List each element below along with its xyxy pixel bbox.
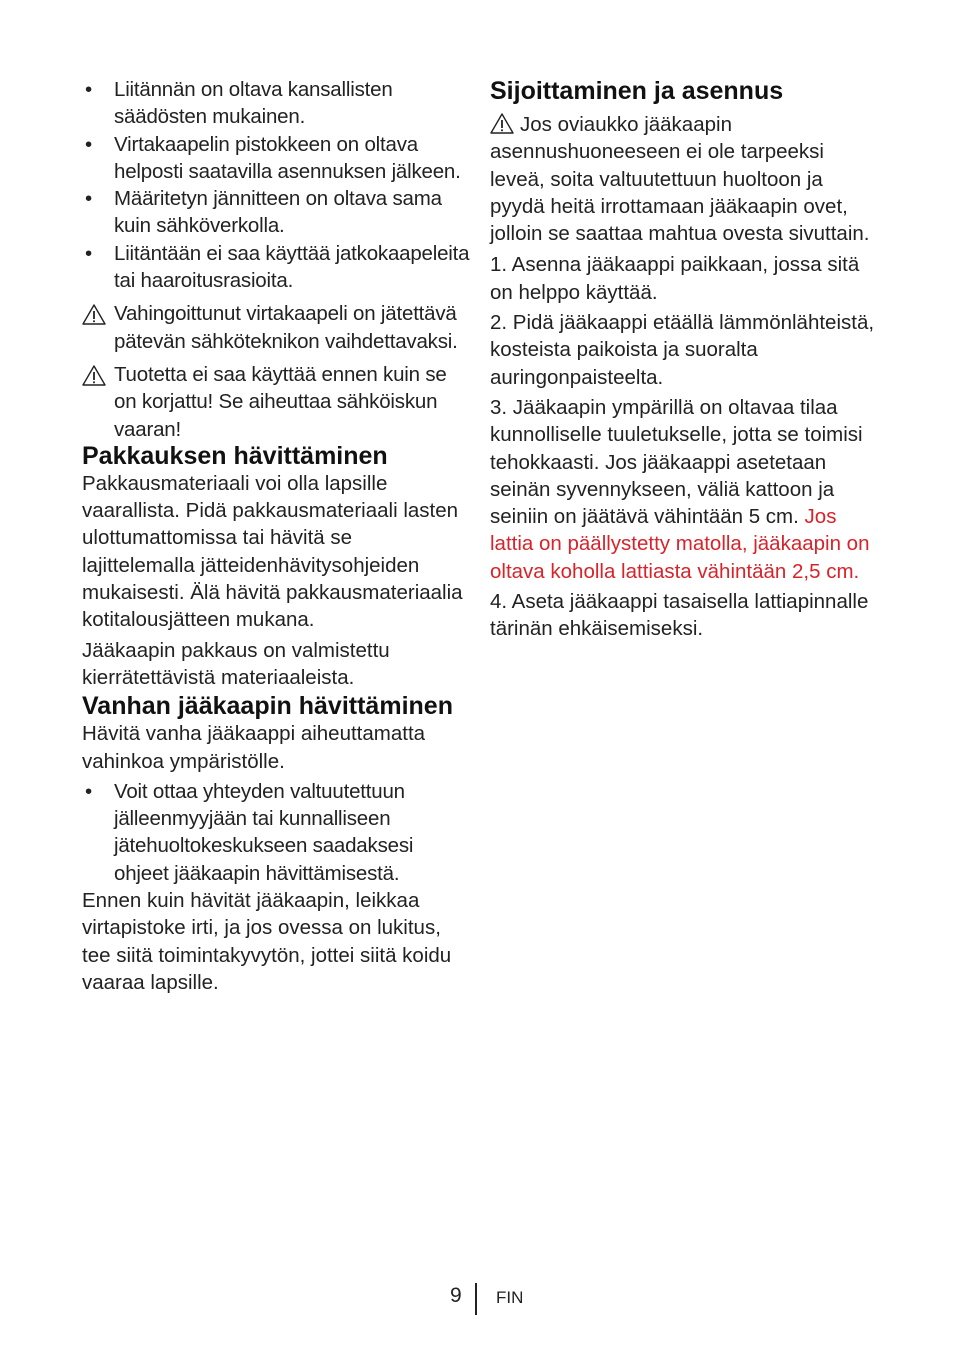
list-item: • Liitäntään ei saa käyttää jatkokaapeleita tai haaroitusrasioita. [82, 240, 470, 295]
warning-note [82, 300, 470, 355]
connection-bullet-list [82, 76, 470, 294]
warning-triangle-icon [82, 364, 106, 386]
right-column [490, 76, 880, 643]
page-number: 9 [450, 1284, 462, 1307]
warning-note [82, 361, 470, 443]
old-fridge-paragraph: Hävitä vanha jääkaappi aiheuttamatta vahinkoa ympäristölle. [82, 722, 426, 773]
old-fridge-paragraph: Ennen kuin hävität jääkaapin, leikkaa virtapistoke irti, ja jos ovessa on lukitus, tee siitä toimintakyvytön, jottei siitä koidu vaaraa lapsille. [82, 889, 452, 994]
list-item: • Liitännän on oltava kansallisten säädösten mukainen. [82, 76, 470, 131]
warning-text: Jos oviaukko jääkaapin asennushuoneeseen ei ole tarpeeksi leveä, soita valtuutettuun huoltoon ja pyydä heitä irrottamaan jääkaapin ovet, jolloin se saattaa mahtua ovesta sivuttain. [490, 113, 870, 246]
installation-step: 1. Asenna jääkaappi paikkaan, jossa sitä on helppo käyttää. [490, 253, 860, 304]
installation-heading: Sijoittaminen ja asennus [490, 77, 784, 105]
footer-divider [475, 1283, 477, 1315]
packaging-heading: Pakkauksen hävittäminen [82, 441, 388, 470]
warning-triangle-icon [490, 112, 514, 134]
old-fridge-heading: Vanhan jääkaapin hävittäminen [82, 692, 453, 721]
old-fridge-bullet-list [82, 778, 470, 887]
packaging-paragraph: Pakkausmateriaali voi olla lapsille vaarallista. Pidä pakkausmateriaali lasten ulottumattomissa tai hävitä se lajittelemalla jätteidenhävitysohjeiden mukaisesti. Älä hävitä pakkausmateriaalia kotitalousjätteen mukana. [82, 471, 463, 632]
language-code: FIN [496, 1288, 524, 1307]
step-text: 3. Jääkaapin ympärillä on oltavaa tilaa kunnolliselle tuuletukselle, jotta se toimisi tehokkaasti. Jos jääkaappi asetetaan seinän syvennykseen, väliä kattoon ja seiniin on jäätävä vähintään 5 cm. [490, 395, 863, 529]
left-column [82, 76, 470, 996]
warning-text: Vahingoittunut virtakaapeli on jätettävä pätevän sähköteknikon vaihdettavaksi. [114, 302, 458, 353]
page-footer [0, 1283, 954, 1315]
installation-step [490, 394, 880, 585]
list-item: • Virtakaapelin pistokkeen on oltava helposti saatavilla asennuksen jälkeen. [82, 131, 470, 186]
list-item: • Määritetyn jännitteen on oltava sama kuin sähköverkolla. [82, 185, 470, 240]
installation-warning [490, 111, 880, 247]
list-item: • Voit ottaa yhteyden valtuutettuun jälleenmyyjään tai kunnalliseen jätehuoltokeskukseen saadaksesi ohjeet jääkaapin hävittämisestä. [82, 778, 470, 887]
installation-step: 2. Pidä jääkaappi etäällä lämmönlähteistä, kosteista paikoista ja suoralta auringonpaisteelta. [490, 311, 875, 389]
installation-step: 4. Aseta jääkaappi tasaisella lattiapinnalle tärinän ehkäisemiseksi. [490, 590, 869, 641]
warning-text: Tuotetta ei saa käyttää ennen kuin se on korjattu! Se aiheuttaa sähköiskun vaaran! [114, 362, 447, 441]
packaging-paragraph: Jääkaapin pakkaus on valmistettu kierrätettävistä materiaaleista. [82, 638, 390, 689]
warning-triangle-icon [82, 303, 106, 325]
step-highlight-text: Jos lattia on päällystetty matolla, jääkaapin on oltava koholla lattiasta vähintään 2,5 cm. [490, 505, 870, 583]
